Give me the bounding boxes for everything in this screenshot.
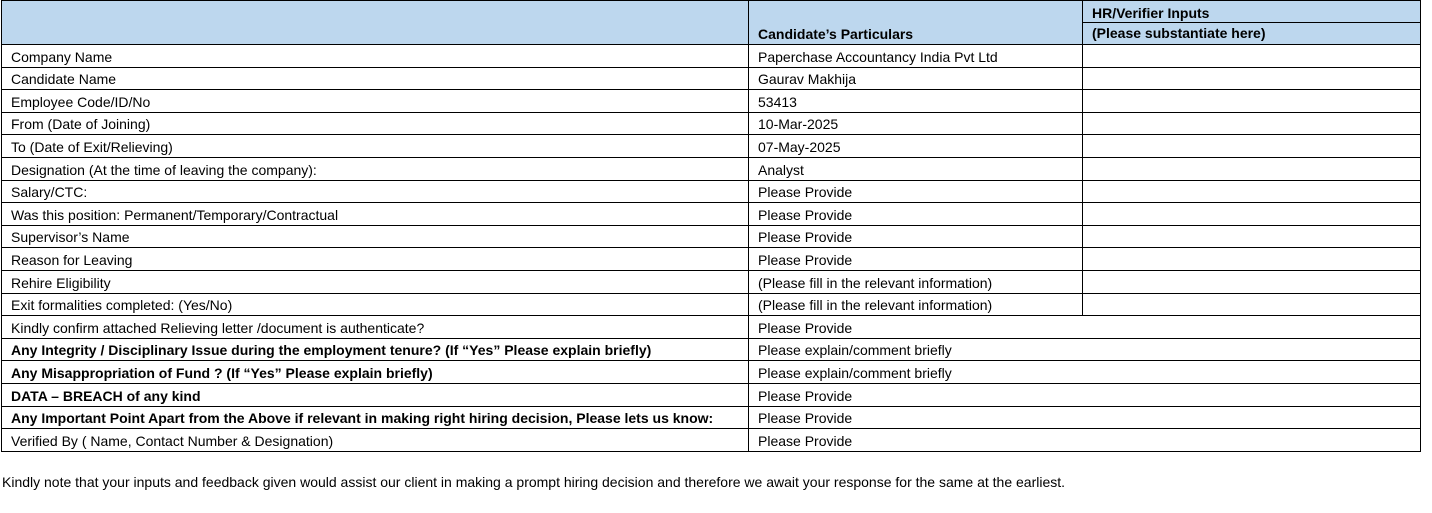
row-value[interactable]: 53413 [749, 90, 1083, 113]
table-row [2, 45, 1421, 68]
row-label: Designation (At the time of leaving the company): [2, 157, 749, 180]
row-label: Company Name [2, 45, 749, 68]
table-row [2, 157, 1421, 180]
table-row [2, 406, 1421, 429]
row-hr-input[interactable] [1083, 180, 1421, 203]
header-hr-title: HR/Verifier Inputs [1083, 1, 1420, 23]
row-hr-input[interactable] [1083, 248, 1421, 271]
row-hr-input[interactable] [1083, 112, 1421, 135]
table-row [2, 225, 1421, 248]
row-label: DATA – BREACH of any kind [2, 383, 749, 406]
table-row [2, 67, 1421, 90]
row-hr-input[interactable] [1083, 90, 1421, 113]
row-value[interactable]: Paperchase Accountancy India Pvt Ltd [749, 45, 1083, 68]
row-value[interactable]: Please explain/comment briefly [749, 361, 1421, 384]
closing-note: Kindly note that your inputs and feedback given would assist our client in making a prompt hiring decision and therefore we await your response for the same at the earliest. [2, 474, 1066, 490]
table-row [2, 316, 1421, 339]
row-label: To (Date of Exit/Relieving) [2, 135, 749, 158]
row-value[interactable]: Please Provide [749, 225, 1083, 248]
row-value[interactable]: Gaurav Makhija [749, 67, 1083, 90]
row-label: Candidate Name [2, 67, 749, 90]
table-row [2, 90, 1421, 113]
row-label: Kindly confirm attached Relieving letter /document is authenticate? [2, 316, 749, 339]
row-value[interactable]: Please Provide [749, 248, 1083, 271]
row-label: Supervisor’s Name [2, 225, 749, 248]
row-label: Any Important Point Apart from the Above if relevant in making right hiring decision, Please lets us know: [2, 406, 749, 429]
row-hr-input[interactable] [1083, 270, 1421, 293]
table-row [2, 361, 1421, 384]
table-row [2, 293, 1421, 316]
row-hr-input[interactable] [1083, 157, 1421, 180]
row-label: Rehire Eligibility [2, 270, 749, 293]
table-row [2, 203, 1421, 226]
row-value[interactable]: Please Provide [749, 429, 1421, 452]
row-hr-input[interactable] [1083, 293, 1421, 316]
table-row [2, 180, 1421, 203]
row-label: Reason for Leaving [2, 248, 749, 271]
row-value[interactable]: (Please fill in the relevant information) [749, 270, 1083, 293]
row-label: Any Integrity / Disciplinary Issue during the employment tenure? (If “Yes” Please explain briefly) [2, 338, 749, 361]
row-label: Verified By ( Name, Contact Number & Designation) [2, 429, 749, 452]
verification-table [1, 0, 1421, 452]
row-label: Salary/CTC: [2, 180, 749, 203]
row-value[interactable]: 10-Mar-2025 [749, 112, 1083, 135]
row-value[interactable]: Please Provide [749, 203, 1083, 226]
row-label: Any Misappropriation of Fund ? (If “Yes” Please explain briefly) [2, 361, 749, 384]
row-label: From (Date of Joining) [2, 112, 749, 135]
header-cell-candidate-particulars: Candidate’s Particulars [749, 1, 1083, 45]
row-value[interactable]: Please Provide [749, 316, 1421, 339]
row-hr-input[interactable] [1083, 135, 1421, 158]
row-value[interactable]: Analyst [749, 157, 1083, 180]
row-value[interactable]: Please Provide [749, 406, 1421, 429]
row-label: Exit formalities completed: (Yes/No) [2, 293, 749, 316]
row-hr-input[interactable] [1083, 225, 1421, 248]
table-row [2, 248, 1421, 271]
table-row [2, 112, 1421, 135]
header-cell-hr-verifier-inputs [1083, 1, 1421, 45]
row-label: Was this position: Permanent/Temporary/Contractual [2, 203, 749, 226]
header-cell-field [2, 1, 749, 45]
table-row [2, 383, 1421, 406]
row-hr-input[interactable] [1083, 203, 1421, 226]
row-value[interactable]: 07-May-2025 [749, 135, 1083, 158]
row-hr-input[interactable] [1083, 45, 1421, 68]
row-value[interactable]: Please explain/comment briefly [749, 338, 1421, 361]
header-hr-subtitle: (Please substantiate here) [1092, 25, 1266, 41]
row-value[interactable]: (Please fill in the relevant information) [749, 293, 1083, 316]
row-hr-input[interactable] [1083, 67, 1421, 90]
table-row [2, 338, 1421, 361]
row-label: Employee Code/ID/No [2, 90, 749, 113]
table-header-row [2, 1, 1421, 45]
table-row [2, 135, 1421, 158]
table-row [2, 429, 1421, 452]
row-value[interactable]: Please Provide [749, 180, 1083, 203]
row-value[interactable]: Please Provide [749, 383, 1421, 406]
table-row [2, 270, 1421, 293]
